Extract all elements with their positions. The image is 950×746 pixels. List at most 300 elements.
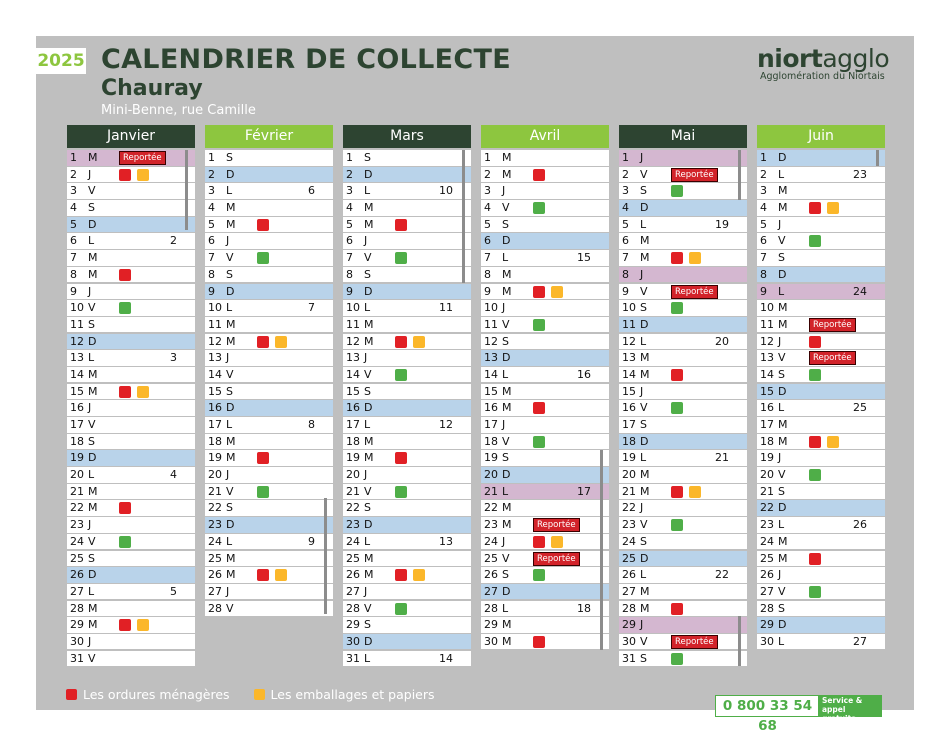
day-of-week: V	[88, 651, 96, 665]
day-row	[757, 300, 885, 316]
month-column	[481, 125, 609, 651]
day-number: 30	[346, 634, 360, 648]
day-number: 19	[208, 451, 222, 465]
day-row	[619, 334, 747, 350]
day-list	[67, 150, 195, 666]
day-of-week: J	[88, 518, 92, 532]
day-number: 28	[622, 601, 636, 615]
day-list	[481, 150, 609, 649]
day-of-week: S	[502, 334, 509, 348]
day-number: 11	[760, 317, 774, 331]
day-row	[481, 150, 609, 166]
day-row	[619, 250, 747, 266]
day-of-week: M	[502, 384, 512, 398]
day-of-week: M	[640, 234, 650, 248]
day-number: 15	[208, 384, 222, 398]
day-number: 14	[346, 367, 360, 381]
logo-part-agglo: agglo	[822, 44, 890, 73]
day-number: 10	[760, 301, 774, 315]
day-of-week: V	[640, 518, 648, 532]
day-of-week: V	[226, 484, 234, 498]
day-row	[619, 434, 747, 450]
household-waste-marker	[671, 603, 683, 615]
day-number: 21	[208, 484, 222, 498]
day-of-week: V	[640, 167, 648, 181]
day-number: 27	[484, 584, 498, 598]
day-row	[67, 634, 195, 650]
day-row	[757, 250, 885, 266]
household-waste-marker	[257, 336, 269, 348]
day-number: 9	[70, 284, 77, 298]
day-of-week: M	[364, 217, 374, 231]
day-row	[757, 384, 885, 400]
day-of-week: J	[226, 468, 230, 482]
day-row	[67, 150, 195, 166]
day-number: 16	[622, 401, 636, 415]
day-row	[67, 601, 195, 617]
day-row	[67, 534, 195, 550]
household-waste-marker	[533, 636, 545, 648]
day-number: 9	[760, 284, 767, 298]
day-number: 20	[70, 468, 84, 482]
day-row	[757, 150, 885, 166]
day-row	[67, 467, 195, 483]
day-of-week: L	[778, 518, 785, 532]
month-header: Février	[205, 125, 333, 148]
household-waste-marker	[809, 202, 821, 214]
month-header: Mars	[343, 125, 471, 148]
day-row	[619, 217, 747, 233]
day-row	[757, 517, 885, 533]
green-waste-marker	[119, 302, 131, 314]
day-row	[205, 317, 333, 333]
day-row	[205, 200, 333, 216]
day-number: 15	[484, 384, 498, 398]
day-row	[481, 217, 609, 233]
day-row	[67, 617, 195, 633]
day-row	[481, 500, 609, 516]
day-row	[619, 567, 747, 583]
day-row	[757, 317, 885, 333]
household-waste-marker	[119, 169, 131, 181]
day-list	[619, 150, 747, 666]
day-number: 6	[622, 234, 629, 248]
day-of-week: L	[364, 184, 371, 198]
day-number: 7	[622, 251, 629, 265]
household-waste-marker	[809, 436, 821, 448]
day-row	[481, 267, 609, 283]
day-row	[481, 183, 609, 199]
postponed-badge: Reportée	[533, 518, 580, 532]
day-row	[619, 417, 747, 433]
day-number: 8	[208, 267, 215, 281]
day-of-week: L	[88, 351, 95, 365]
packaging-marker	[413, 336, 425, 348]
day-of-week: M	[640, 584, 650, 598]
day-number: 20	[760, 468, 774, 482]
day-number: 6	[346, 234, 353, 248]
day-row	[343, 233, 471, 249]
day-row	[757, 634, 885, 650]
day-of-week: L	[88, 584, 95, 598]
day-of-week: D	[88, 334, 97, 348]
day-of-week: S	[226, 267, 233, 281]
household-waste-marker	[257, 452, 269, 464]
day-number: 13	[760, 351, 774, 365]
day-number: 11	[208, 317, 222, 331]
month-header: Juin	[757, 125, 885, 148]
packaging-marker	[413, 569, 425, 581]
day-number: 24	[760, 534, 774, 548]
day-row	[343, 384, 471, 400]
day-row	[757, 183, 885, 199]
day-of-week: M	[364, 434, 374, 448]
day-number: 15	[622, 384, 636, 398]
day-number: 3	[70, 184, 77, 198]
day-of-week: L	[778, 284, 785, 298]
day-of-week: M	[778, 184, 788, 198]
day-number: 26	[622, 568, 636, 582]
day-row	[619, 500, 747, 516]
day-number: 27	[346, 584, 360, 598]
day-row	[481, 551, 609, 567]
day-of-week: D	[364, 167, 373, 181]
day-row	[343, 534, 471, 550]
household-waste-marker	[533, 169, 545, 181]
day-of-week: S	[226, 151, 233, 164]
day-of-week: J	[640, 151, 644, 164]
day-of-week: M	[502, 634, 512, 648]
day-number: 19	[70, 451, 84, 465]
day-of-week: S	[364, 151, 371, 164]
day-row	[343, 634, 471, 650]
legend-label-household: Les ordures ménagères	[83, 687, 230, 702]
day-row	[67, 183, 195, 199]
day-row	[481, 400, 609, 416]
day-row	[205, 334, 333, 350]
day-number: 1	[760, 151, 767, 164]
day-of-week: V	[364, 367, 372, 381]
day-row	[757, 334, 885, 350]
day-row	[205, 517, 333, 533]
day-of-week: V	[640, 401, 648, 415]
day-number: 2	[484, 167, 491, 181]
day-row	[343, 350, 471, 366]
day-row	[481, 200, 609, 216]
day-number: 28	[346, 601, 360, 615]
day-of-week: M	[364, 451, 374, 465]
day-row	[205, 284, 333, 300]
month-header: Janvier	[67, 125, 195, 148]
day-of-week: D	[502, 351, 511, 365]
day-of-week: D	[226, 518, 235, 532]
day-of-week: S	[502, 451, 509, 465]
day-of-week: M	[364, 551, 374, 565]
day-number: 6	[208, 234, 215, 248]
green-waste-marker	[671, 653, 683, 665]
day-row	[205, 450, 333, 466]
household-waste-marker	[533, 536, 545, 548]
day-number: 31	[622, 651, 636, 665]
day-number: 17	[70, 418, 84, 431]
day-row	[343, 450, 471, 466]
day-row	[481, 467, 609, 483]
day-row	[481, 334, 609, 350]
period-bar	[185, 150, 188, 230]
day-of-week: M	[88, 501, 98, 515]
day-number: 6	[484, 234, 491, 248]
day-of-week: M	[364, 568, 374, 582]
logo-subtitle: Agglomération du Niortais	[760, 71, 885, 82]
period-bar	[600, 450, 603, 650]
day-number: 4	[484, 201, 491, 215]
day-row	[481, 517, 609, 533]
postponed-badge: Reportée	[809, 351, 856, 365]
day-of-week: M	[88, 151, 98, 164]
day-list	[757, 150, 885, 649]
day-row	[481, 601, 609, 617]
day-number: 10	[484, 301, 498, 315]
day-of-week: M	[778, 551, 788, 565]
day-row	[343, 317, 471, 333]
day-row	[67, 651, 195, 667]
green-waste-marker	[533, 569, 545, 581]
day-number: 7	[208, 251, 215, 265]
day-number: 27	[622, 584, 636, 598]
day-of-week: M	[502, 151, 512, 164]
logo-part-niort: niort	[757, 44, 823, 73]
day-row	[757, 367, 885, 383]
day-of-week: J	[226, 584, 230, 598]
day-row	[619, 551, 747, 567]
day-number: 24	[208, 534, 222, 548]
day-number: 15	[70, 384, 84, 398]
day-row	[481, 367, 609, 383]
green-waste-marker	[809, 369, 821, 381]
day-row	[343, 434, 471, 450]
day-of-week: L	[364, 534, 371, 548]
green-waste-marker	[671, 302, 683, 314]
period-bar	[738, 616, 741, 666]
day-number: 7	[760, 251, 767, 265]
day-of-week: J	[88, 401, 92, 415]
day-of-week: J	[778, 568, 782, 582]
day-of-week: V	[226, 601, 234, 615]
collection-location: Mini-Benne, rue Camille	[101, 103, 256, 118]
day-number: 12	[70, 334, 84, 348]
day-of-week: M	[226, 551, 236, 565]
month-column	[343, 125, 471, 667]
day-row	[67, 367, 195, 383]
day-row	[757, 350, 885, 366]
day-of-week: J	[640, 618, 644, 632]
day-row	[205, 300, 333, 316]
day-of-week: S	[364, 501, 371, 515]
day-of-week: M	[226, 217, 236, 231]
day-of-week: M	[364, 201, 374, 215]
day-number: 25	[760, 551, 774, 565]
day-of-week: L	[502, 251, 509, 265]
week-number: 16	[577, 367, 591, 381]
period-bar	[462, 150, 465, 283]
green-waste-marker	[395, 603, 407, 615]
free-service-tag	[818, 695, 882, 723]
packaging-marker	[827, 202, 839, 214]
day-number: 21	[70, 484, 84, 498]
red-square-icon	[66, 689, 77, 700]
day-of-week: M	[640, 351, 650, 365]
day-number: 24	[346, 534, 360, 548]
day-number: 30	[70, 634, 84, 648]
day-row	[343, 517, 471, 533]
week-number: 25	[853, 401, 867, 415]
day-row	[757, 434, 885, 450]
day-of-week: V	[88, 418, 96, 431]
day-row	[481, 300, 609, 316]
day-row	[619, 601, 747, 617]
day-number: 28	[208, 601, 222, 615]
green-waste-marker	[671, 185, 683, 197]
day-of-week: D	[364, 401, 373, 415]
packaging-marker	[275, 336, 287, 348]
day-row	[205, 534, 333, 550]
day-row	[67, 317, 195, 333]
day-row	[67, 200, 195, 216]
day-number: 18	[622, 434, 636, 448]
day-of-week: D	[640, 317, 649, 331]
day-of-week: D	[364, 634, 373, 648]
day-of-week: J	[640, 384, 644, 398]
day-row	[619, 400, 747, 416]
day-row	[619, 584, 747, 600]
phone-number[interactable]: 0 800 33 54 68	[715, 695, 820, 717]
day-row	[343, 183, 471, 199]
day-number: 22	[622, 501, 636, 515]
day-of-week: V	[778, 234, 786, 248]
day-row	[619, 634, 747, 650]
green-waste-marker	[257, 486, 269, 498]
day-number: 4	[208, 201, 215, 215]
day-number: 27	[70, 584, 84, 598]
week-number: 18	[577, 601, 591, 615]
day-number: 19	[760, 451, 774, 465]
day-row	[205, 417, 333, 433]
week-number: 19	[715, 217, 729, 231]
day-list	[205, 150, 333, 616]
legend-item-packaging	[254, 687, 435, 702]
week-number: 26	[853, 518, 867, 532]
postponed-badge: Reportée	[119, 151, 166, 165]
week-number: 13	[439, 534, 453, 548]
day-number: 17	[622, 418, 636, 431]
day-number: 14	[70, 367, 84, 381]
day-number: 23	[760, 518, 774, 532]
day-row	[757, 267, 885, 283]
day-of-week: D	[502, 584, 511, 598]
yellow-square-icon	[254, 689, 265, 700]
day-row	[67, 517, 195, 533]
day-of-week: M	[226, 451, 236, 465]
day-number: 10	[208, 301, 222, 315]
day-of-week: L	[88, 234, 95, 248]
day-row	[67, 267, 195, 283]
day-of-week: J	[226, 351, 230, 365]
day-row	[205, 233, 333, 249]
day-number: 21	[622, 484, 636, 498]
day-number: 5	[484, 217, 491, 231]
day-of-week: V	[778, 584, 786, 598]
day-number: 8	[484, 267, 491, 281]
day-number: 10	[622, 301, 636, 315]
day-of-week: L	[778, 401, 785, 415]
day-of-week: J	[364, 351, 368, 365]
packaging-marker	[689, 252, 701, 264]
day-row	[757, 417, 885, 433]
day-row	[757, 450, 885, 466]
day-row	[343, 500, 471, 516]
day-number: 10	[346, 301, 360, 315]
household-waste-marker	[257, 569, 269, 581]
day-row	[205, 584, 333, 600]
day-row	[205, 484, 333, 500]
day-row	[343, 417, 471, 433]
day-of-week: M	[88, 384, 98, 398]
day-number: 11	[484, 317, 498, 331]
day-number: 21	[760, 484, 774, 498]
day-number: 4	[622, 201, 629, 215]
day-row	[757, 284, 885, 300]
green-waste-marker	[809, 586, 821, 598]
day-row	[67, 400, 195, 416]
day-of-week: J	[364, 468, 368, 482]
day-number: 7	[346, 251, 353, 265]
day-row	[481, 634, 609, 650]
day-of-week: M	[502, 401, 512, 415]
week-number: 8	[308, 418, 315, 431]
day-number: 18	[760, 434, 774, 448]
day-row	[481, 317, 609, 333]
day-number: 3	[346, 184, 353, 198]
day-of-week: S	[778, 251, 785, 265]
day-number: 7	[70, 251, 77, 265]
day-number: 28	[484, 601, 498, 615]
day-of-week: L	[364, 418, 371, 431]
packaging-marker	[275, 569, 287, 581]
day-of-week: J	[778, 451, 782, 465]
day-number: 22	[208, 501, 222, 515]
day-row	[619, 200, 747, 216]
day-of-week: M	[778, 418, 788, 431]
day-of-week: M	[364, 317, 374, 331]
day-of-week: M	[778, 434, 788, 448]
day-row	[757, 233, 885, 249]
day-row	[205, 167, 333, 183]
day-number: 28	[760, 601, 774, 615]
day-of-week: L	[640, 568, 647, 582]
day-number: 9	[484, 284, 491, 298]
day-of-week: J	[364, 584, 368, 598]
day-of-week: M	[88, 618, 98, 632]
day-row	[67, 233, 195, 249]
day-number: 13	[346, 351, 360, 365]
day-number: 20	[346, 468, 360, 482]
free-service-line1: Service & appel	[822, 696, 863, 714]
day-row	[757, 500, 885, 516]
day-number: 25	[484, 551, 498, 565]
day-number: 22	[484, 501, 498, 515]
period-bar	[738, 150, 741, 200]
household-waste-marker	[533, 402, 545, 414]
